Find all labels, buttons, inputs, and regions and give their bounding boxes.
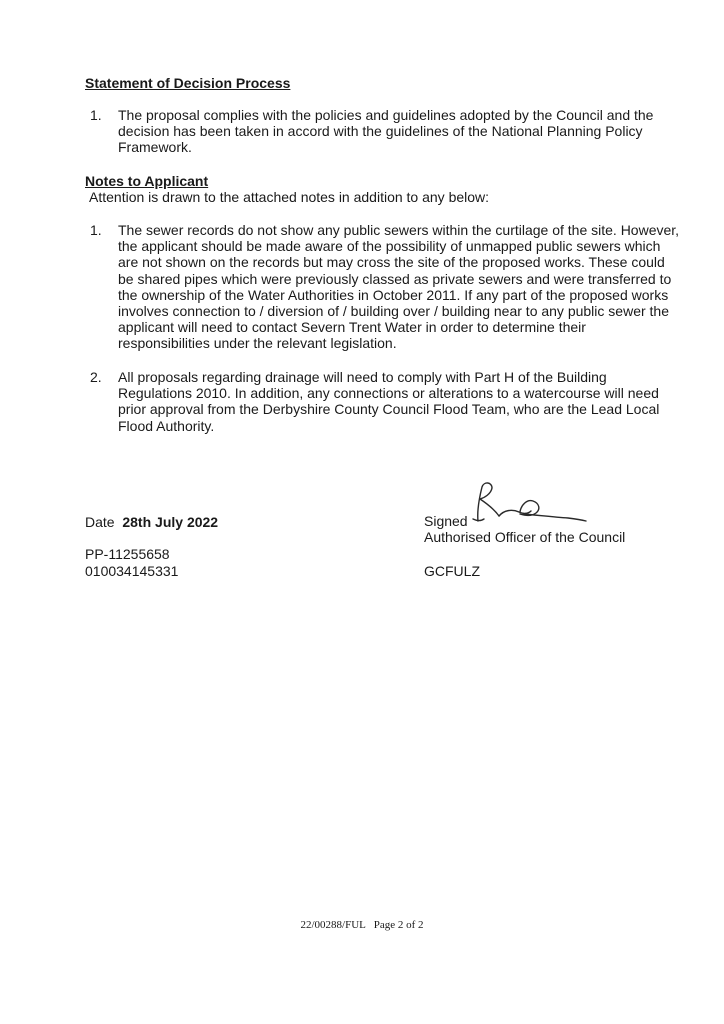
notes-intro: Attention is drawn to the attached notes in addition to any below: xyxy=(89,189,490,205)
date-value: 28th July 2022 xyxy=(122,514,219,530)
notes-item-number: 1. xyxy=(90,222,102,238)
notes-heading: Notes to Applicant xyxy=(85,173,209,189)
officer-title: Authorised Officer of the Council xyxy=(424,529,626,545)
notes-item-text: All proposals regarding drainage will need to comply with Part H of the Building Regulations 2010. In addition, any connections or alterations to a watercourse will need prior approval from the Derbyshire County Council Flood Team, who are the Lead Local Flood Authority. xyxy=(118,369,660,434)
page-footer: 22/00288/FUL Page 2 of 2 xyxy=(300,919,424,931)
date-line xyxy=(85,514,218,530)
decision-item-1 xyxy=(90,107,680,156)
notes-item-1 xyxy=(90,222,680,352)
reference-number-2: 010034145331 xyxy=(85,563,179,579)
decision-item-text: The proposal complies with the policies and guidelines adopted by the Council and the decision has been taken in accord with the guidelines of the National Planning Policy Framework. xyxy=(118,107,654,156)
officer-code: GCFULZ xyxy=(424,563,480,579)
reference-number-1: PP-11255658 xyxy=(85,546,170,562)
signature-image xyxy=(468,481,593,536)
notes-item-2 xyxy=(90,369,680,434)
notes-item-text: The sewer records do not show any public sewers within the curtilage of the site. However, the applicant should be made aware of the possibility of unmapped public sewers which are not shown on the records but may cross the site of the proposed works. These could be shared pipes which were previously classed as private sewers and were transferred to the ownership of the Water Authorities in October 2011. If any part of the proposed works involves connection to / diversion of / building over / building near to any public sewer the applicant will need to contact Severn Trent Water in order to determine their responsibilities under the relevant legislation. xyxy=(118,222,680,352)
decision-item-number: 1. xyxy=(90,107,102,123)
decision-heading: Statement of Decision Process xyxy=(85,75,291,91)
signed-label: Signed xyxy=(424,513,468,529)
date-label: Date xyxy=(85,514,115,530)
notes-item-number: 2. xyxy=(90,369,102,385)
